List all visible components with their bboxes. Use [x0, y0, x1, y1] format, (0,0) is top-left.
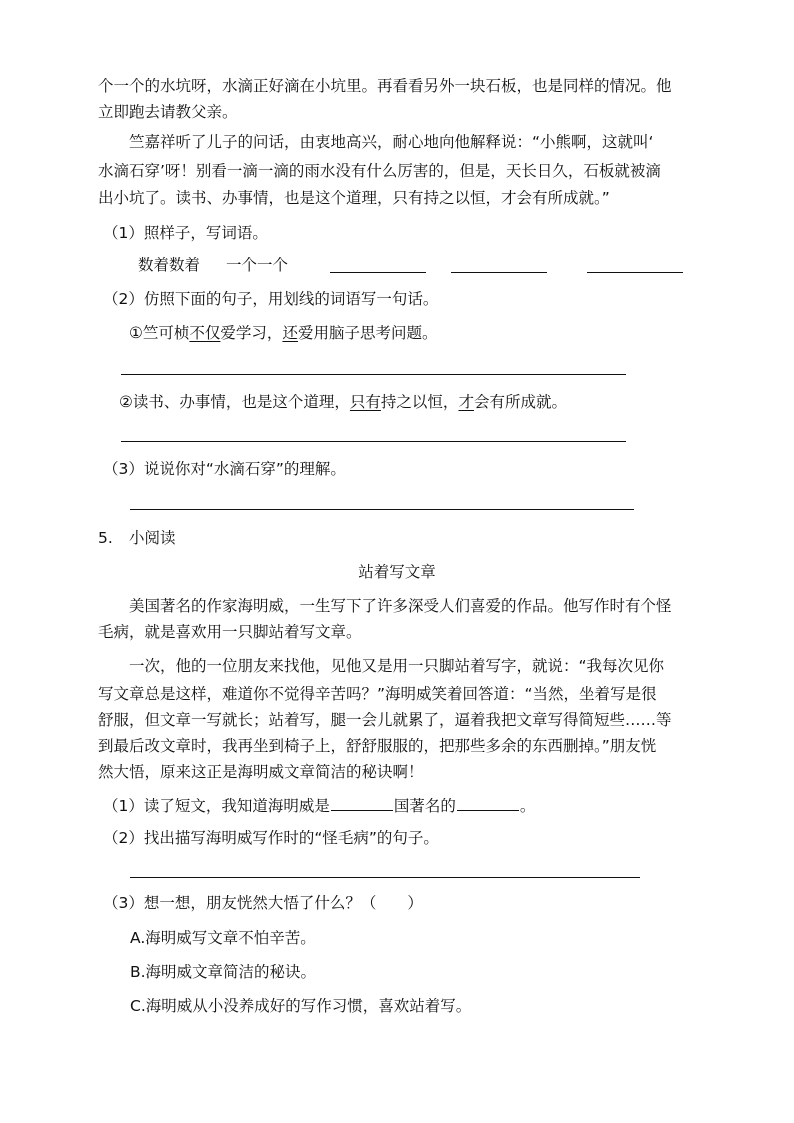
q2-s1-part-b: 爱学习， — [220, 324, 283, 342]
q2-s1-part-c: 爱用脑子思考问题。 — [297, 324, 438, 342]
story-q1 — [103, 795, 535, 817]
story-title: 站着写文章 — [358, 563, 436, 581]
q1-example-b: 一个一个 — [226, 256, 289, 274]
story-q1-part-b: 国著名的 — [393, 797, 456, 815]
q1-label: （1）照样子，写词语。 — [103, 224, 268, 242]
q2-s2-part-a: ②读书、办事情，也是这个道理， — [119, 393, 350, 411]
q2-label: （2）仿照下面的句子，用划线的词语写一句话。 — [103, 290, 439, 308]
q2-s2-part-c: 会有所成就。 — [473, 393, 567, 411]
option-a[interactable]: A.海明威写文章不怕辛苦。 — [130, 929, 316, 947]
q2-s2-underlined-1: 只有 — [349, 393, 381, 411]
q2-answer-line-1[interactable] — [121, 374, 626, 375]
q2-sentence-1 — [129, 322, 437, 344]
story-line-2: 毛病，就是喜欢用一只脚站着写文章。 — [98, 623, 362, 641]
q1-answer-line-1[interactable] — [330, 272, 426, 273]
q2-s1-underlined-2: 还 — [282, 324, 298, 342]
passage1-line-1: 个一个的水坑呀，水滴正好滴在小坑里。再看看另外一块石板，也是同样的情况。他 — [98, 77, 672, 95]
q1-answer-line-3[interactable] — [587, 272, 683, 273]
section5-number: 5. — [98, 529, 113, 547]
passage1-line-2: 立即跑去请教父亲。 — [98, 103, 238, 121]
q1-answer-line-2[interactable] — [451, 272, 547, 273]
story-q1-part-c: 。 — [519, 797, 536, 815]
section5-heading: 小阅读 — [129, 529, 176, 547]
q2-s1-underlined-1: 不仅 — [189, 324, 221, 342]
story-line-6: 到最后改文章时，我再坐到椅子上，舒舒服服的，把那些多余的东西删掉。”朋友恍 — [98, 737, 657, 755]
story-q1-part-a: （1）读了短文，我知道海明威是 — [103, 797, 330, 815]
q2-s1-part-a: ①竺可桢 — [129, 324, 190, 342]
q2-s2-part-b: 持之以恒， — [380, 393, 459, 411]
passage1-line-4: 水滴石穿’呀！别看一滴一滴的雨水没有什么厉害的，但是，天长日久，石板就被滴 — [98, 162, 661, 180]
option-c[interactable]: C.海明威从小没养成好的写作习惯，喜欢站着写。 — [130, 997, 472, 1015]
story-line-7: 然大悟，原来这正是海明威文章简洁的秘诀啊！ — [98, 763, 424, 781]
story-q3: （3）想一想，朋友恍然大悟了什么？（ ） — [103, 894, 423, 912]
q3-answer-line[interactable] — [130, 509, 634, 510]
story-line-4: 写文章总是这样，难道你不觉得辛苦吗？”海明威笑着回答道：“当然，坐着写是很 — [98, 685, 657, 703]
passage1-line-5: 出小坑了。读书、办事情，也是这个道理，只有持之以恒，才会有所成就。” — [98, 189, 610, 207]
q2-answer-line-2[interactable] — [121, 441, 626, 442]
passage1-line-3: 竺嘉祥听了儿子的问话，由衷地高兴，耐心地向他解释说：“小熊啊，这就叫‘ — [129, 133, 654, 151]
story-line-1: 美国著名的作家海明威，一生写下了许多深受人们喜爱的作品。他写作时有个怪 — [129, 597, 672, 615]
story-q1-blank-1[interactable] — [331, 796, 393, 811]
story-q1-blank-2[interactable] — [457, 796, 519, 811]
story-q2-answer-line[interactable] — [130, 877, 640, 878]
q1-example-a: 数着数着 — [138, 256, 201, 274]
q2-s2-underlined-2: 才 — [458, 393, 474, 411]
story-q2: （2）找出描写海明威写作时的“怪毛病”的句子。 — [103, 829, 439, 847]
q2-sentence-2 — [119, 391, 567, 413]
story-line-3: 一次，他的一位朋友来找他，见他又是用一只脚站着写字，就说：“我每次见你 — [129, 657, 665, 675]
option-b[interactable]: B.海明威文章简洁的秘诀。 — [130, 963, 317, 981]
story-line-5: 舒服，但文章一写就长；站着写，腿一会儿就累了，逼着我把文章写得简短些……等 — [98, 711, 672, 729]
q3-label: （3）说说你对“水滴石穿”的理解。 — [103, 460, 346, 478]
